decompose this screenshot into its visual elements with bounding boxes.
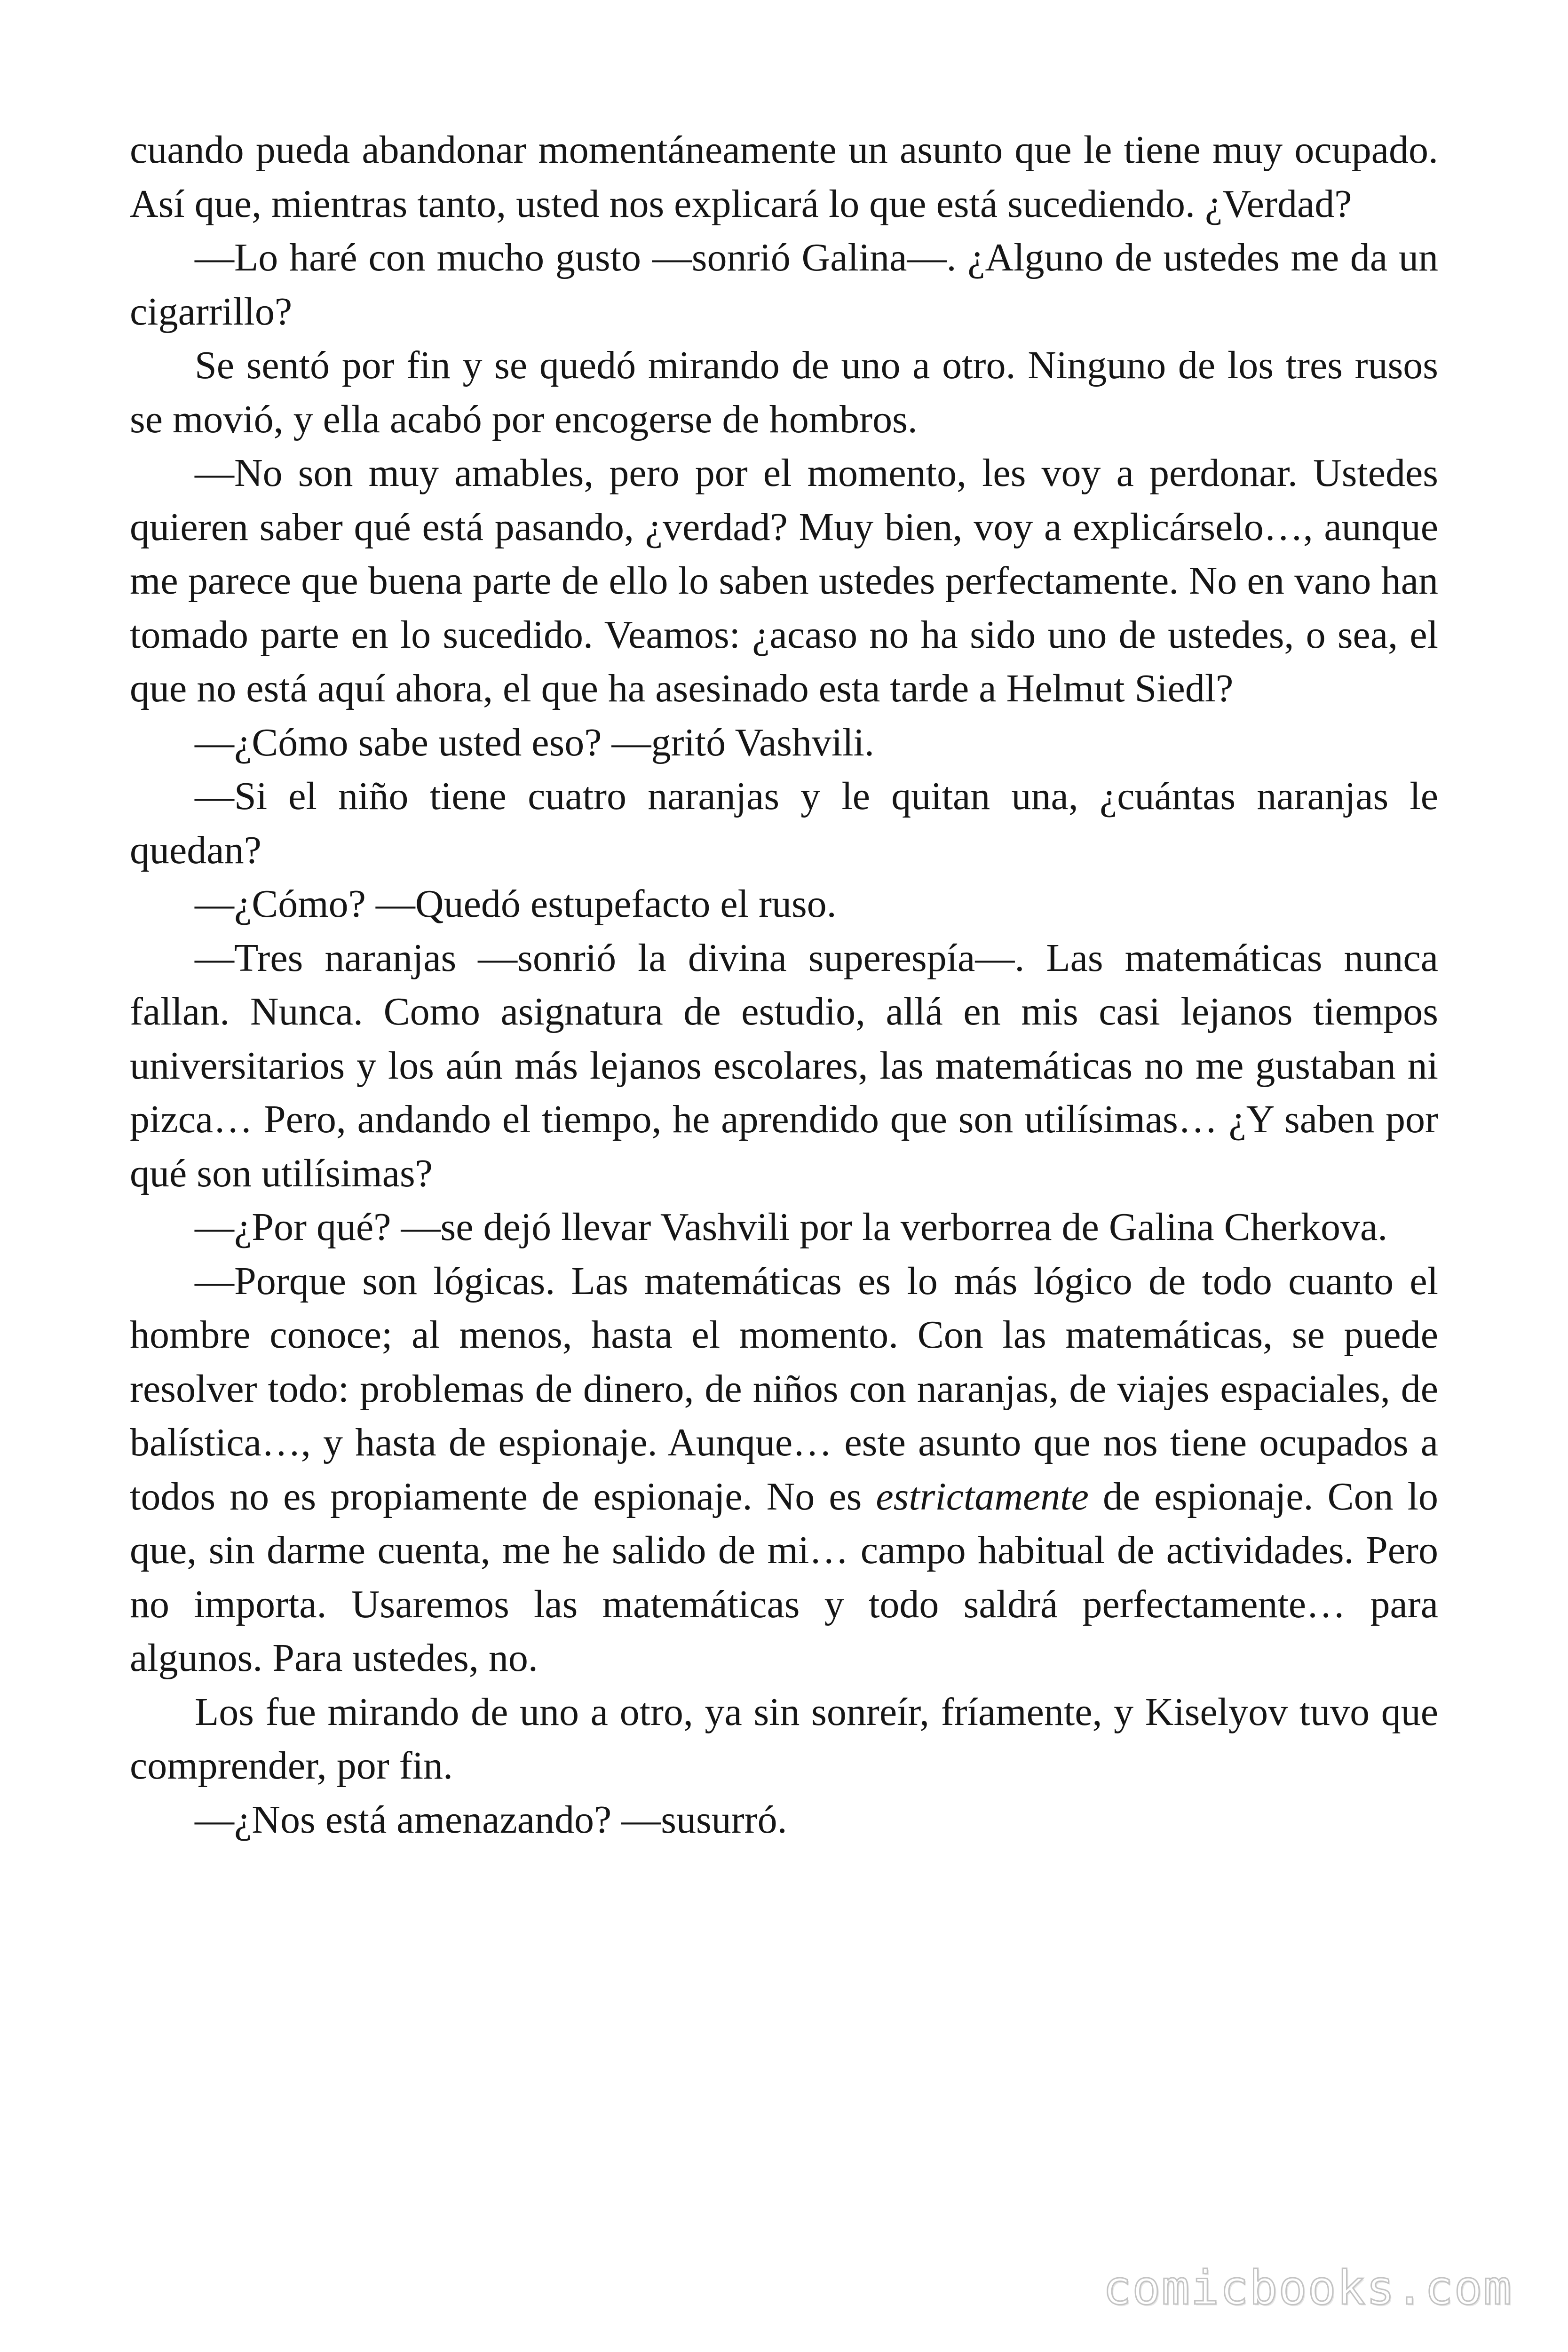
paragraph-dialogue: —Si el niño tiene cuatro naranjas y le quitan una, ¿cuántas naranjas le quedan? xyxy=(130,774,1438,872)
paragraph-narration: Los fue mirando de uno a otro, ya sin sonreír, fríamente, y Kiselyov tuvo que comprender, por fin. xyxy=(130,1690,1438,1788)
emphasized-word: estrictamente xyxy=(876,1474,1089,1518)
paragraph-dialogue: —¿Nos está amenazando? —susurró. xyxy=(195,1797,787,1842)
paragraph-dialogue-emphasis xyxy=(130,1255,1438,1685)
paragraph-continuation: cuando pueda abandonar momentáneamente un asunto que le tiene muy ocupado. Así que, mientras tanto, usted nos explicará lo que está sucediendo. ¿Verdad? xyxy=(130,128,1438,226)
paragraph-text-after-emphasis: de espionaje. Con lo que, sin darme cuenta, me he salido de mi… campo habitual de actividades. Pero no importa. Usaremos las matemáticas y todo saldrá perfectamente… para algunos. Para ustedes, no. xyxy=(130,1474,1438,1680)
paragraph-dialogue: —¿Cómo sabe usted eso? —gritó Vashvili. xyxy=(195,720,874,764)
paragraph-dialogue: —Tres naranjas —sonrió la divina superespía—. Las matemáticas nunca fallan. Nunca. Como asignatura de estudio, allá en mis casi lejanos tiempos universitarios y los aún más lejanos escolares, las matemáticas no me gustaban ni pizca… Pero, andando el tiempo, he aprendido que son utilísimas… ¿Y saben por qué son utilísimas? xyxy=(130,936,1438,1195)
paragraph-narration: Se sentó por fin y se quedó mirando de uno a otro. Ninguno de los tres rusos se movió, y ella acabó por encogerse de hombros. xyxy=(130,343,1438,441)
paragraph-dialogue: —¿Por qué? —se dejó llevar Vashvili por la verborrea de Galina Cherkova. xyxy=(195,1205,1388,1249)
paragraph-dialogue: —No son muy amables, pero por el momento, les voy a perdonar. Ustedes quieren saber qué está pasando, ¿verdad? Muy bien, voy a explicárselo…, aunque me parece que buena parte de ello lo saben ustedes perfectamente. No en vano han tomado parte en lo sucedido. Veamos: ¿acaso no ha sido uno de ustedes, o sea, el que no está aquí ahora, el que ha asesinado esta tarde a Helmut Siedl? xyxy=(130,451,1438,710)
paragraph-text-before-emphasis: —Porque son lógicas. Las matemáticas es lo más lógico de todo cuanto el hombre conoce; al menos, hasta el momento. Con las matemáticas, se puede resolver todo: problemas de dinero, de niños con naranjas, de viajes espaciales, de balística…, y hasta de espionaje. Aunque… este asunto que nos tiene ocupados a todos no es propiamente de espionaje. No es xyxy=(130,1259,1438,1518)
watermark-logo: comicbooks.com xyxy=(1103,2260,1513,2315)
paragraph-dialogue: —¿Cómo? —Quedó estupefacto el ruso. xyxy=(195,882,837,926)
body-text xyxy=(130,123,1438,1847)
paragraph-dialogue: —Lo haré con mucho gusto —sonrió Galina—. ¿Alguno de ustedes me da un cigarrillo? xyxy=(130,236,1438,334)
